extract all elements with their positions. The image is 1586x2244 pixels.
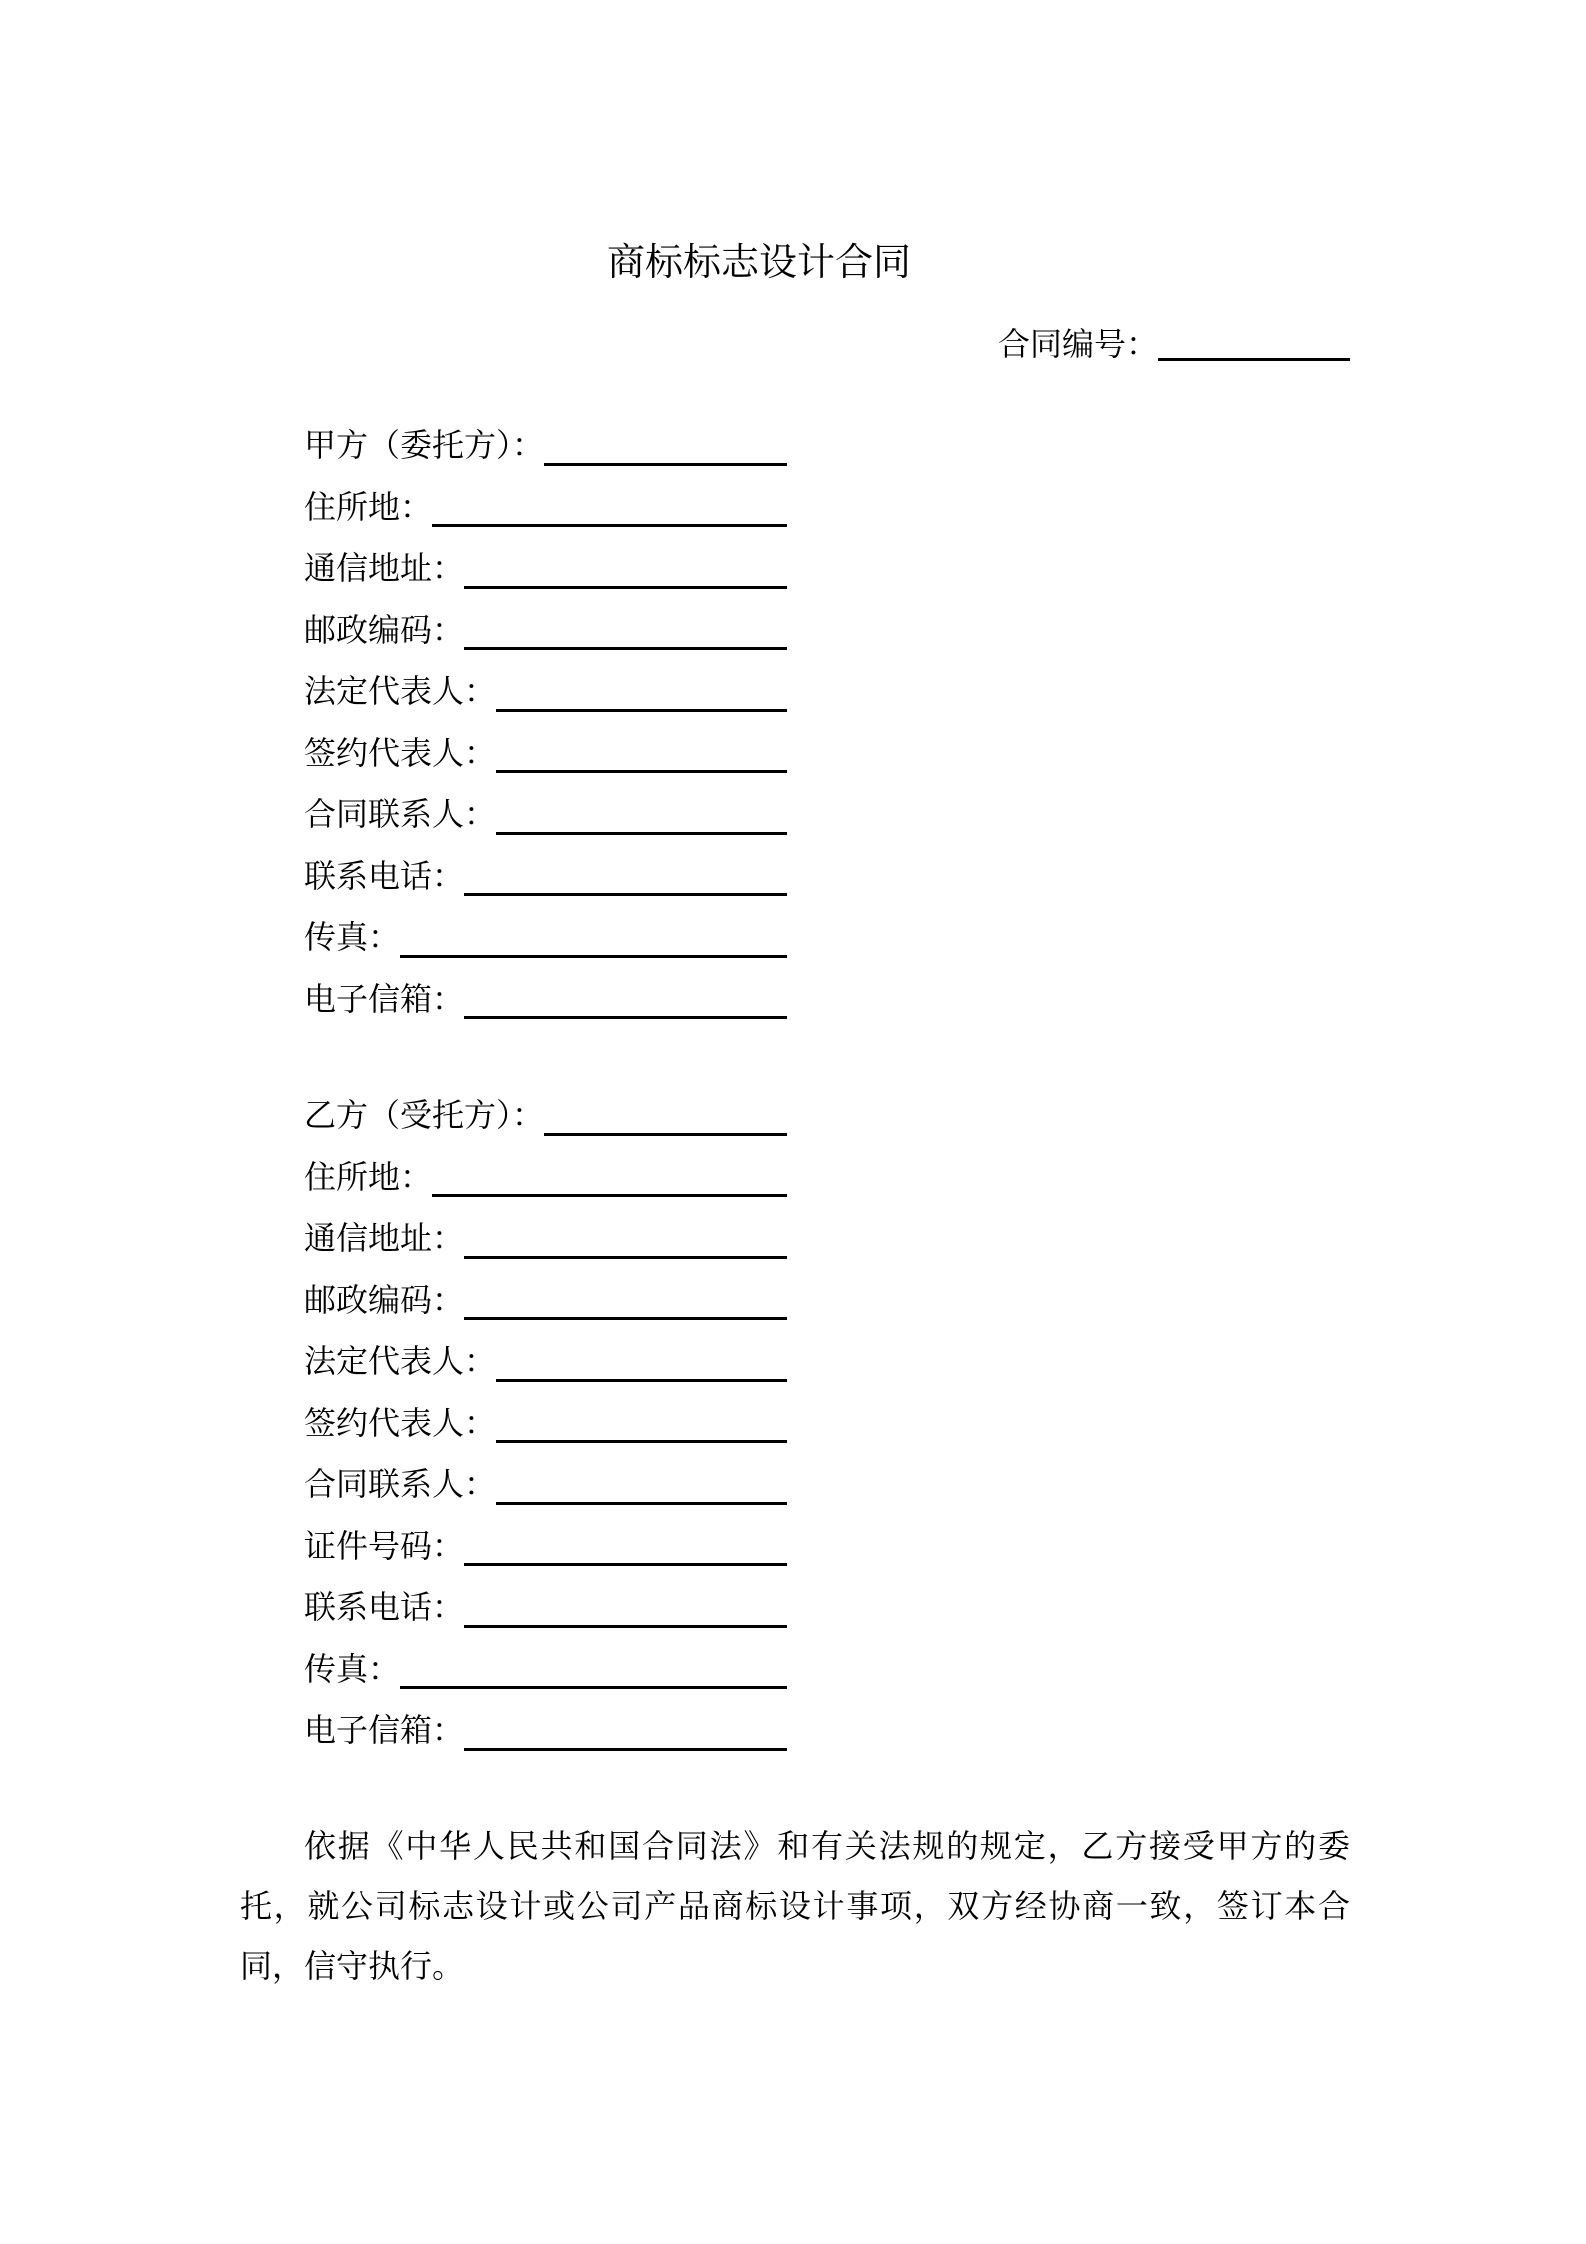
fill-in-blank-line — [496, 1331, 787, 1382]
fill-in-blank-line — [464, 1577, 787, 1628]
preamble-paragraph: 依据《中华人民共和国合同法》和有关法规的规定，乙方接受甲方的委托，就公司标志设计或公司产品商标设计事项，双方经协商一致，签订本合同，信守执行。 — [240, 1827, 1350, 1984]
field-row — [240, 477, 787, 539]
field-row — [240, 1393, 787, 1455]
field-row — [240, 600, 787, 662]
fill-in-blank-line — [496, 784, 787, 835]
party-a-fields — [240, 415, 787, 1030]
field-label: 电子信箱： — [304, 1712, 465, 1748]
contract-number-label: 合同编号： — [997, 326, 1158, 362]
field-row — [240, 1577, 787, 1639]
field-label: 传真： — [304, 1650, 401, 1687]
field-label: 证件号码： — [304, 1527, 465, 1564]
field-row — [240, 907, 787, 969]
field-label: 通信地址： — [304, 1220, 465, 1256]
field-label: 签约代表人： — [304, 734, 497, 771]
fill-in-blank-line — [464, 1270, 787, 1321]
field-label: 通信地址： — [304, 550, 465, 586]
field-label: 法定代表人： — [304, 673, 497, 709]
field-row — [240, 1700, 787, 1762]
fill-in-blank-line — [400, 907, 787, 958]
field-row — [240, 1147, 787, 1209]
field-label: 邮政编码： — [304, 1281, 465, 1318]
fill-in-blank-line — [464, 538, 787, 589]
fill-in-blank-line — [496, 1454, 787, 1505]
field-row — [240, 1639, 787, 1701]
field-row — [240, 538, 787, 600]
field-label: 住所地： — [304, 1158, 433, 1195]
field-row — [240, 1270, 787, 1332]
fill-in-blank-line — [432, 1147, 787, 1198]
field-label: 住所地： — [304, 488, 433, 525]
field-row — [240, 723, 787, 785]
party-b-fields — [240, 1085, 787, 1762]
contract-number-row — [240, 313, 1350, 375]
fill-in-blank-line — [496, 723, 787, 774]
field-row — [240, 846, 787, 908]
field-label: 联系电话： — [304, 1589, 465, 1625]
field-row — [240, 1331, 787, 1393]
field-row — [240, 784, 787, 846]
fill-in-blank-line — [464, 969, 787, 1020]
fill-in-blank-line — [496, 661, 787, 712]
fill-in-blank-line — [544, 1085, 787, 1136]
field-label: 甲方（委托方）： — [304, 427, 545, 463]
fill-in-blank-line — [544, 415, 787, 466]
fill-in-blank-line — [432, 477, 787, 528]
field-row — [240, 1208, 787, 1270]
fill-in-blank-line — [464, 846, 787, 897]
field-label: 电子信箱： — [304, 980, 465, 1017]
field-label: 联系电话： — [304, 857, 465, 894]
field-label: 法定代表人： — [304, 1343, 497, 1379]
field-row — [240, 1516, 787, 1578]
fill-in-blank-line — [496, 1393, 787, 1444]
field-row — [240, 969, 787, 1031]
document-title: 商标标志设计合同 — [606, 242, 911, 284]
fill-in-blank-line — [464, 600, 787, 651]
fill-in-blank-line — [464, 1700, 787, 1751]
field-row — [240, 1454, 787, 1516]
field-label: 邮政编码： — [304, 611, 465, 648]
field-label: 签约代表人： — [304, 1404, 497, 1441]
fill-in-blank-line — [400, 1639, 787, 1690]
field-label: 传真： — [304, 919, 401, 955]
fill-in-blank-line — [464, 1208, 787, 1259]
field-row — [240, 661, 787, 723]
field-row — [240, 415, 787, 477]
contract-number-blank-line — [1158, 313, 1350, 361]
field-row — [240, 1085, 787, 1147]
field-label: 合同联系人： — [304, 1466, 497, 1502]
field-label: 合同联系人： — [304, 796, 497, 832]
field-label: 乙方（受托方）： — [304, 1097, 545, 1133]
fill-in-blank-line — [464, 1516, 787, 1567]
